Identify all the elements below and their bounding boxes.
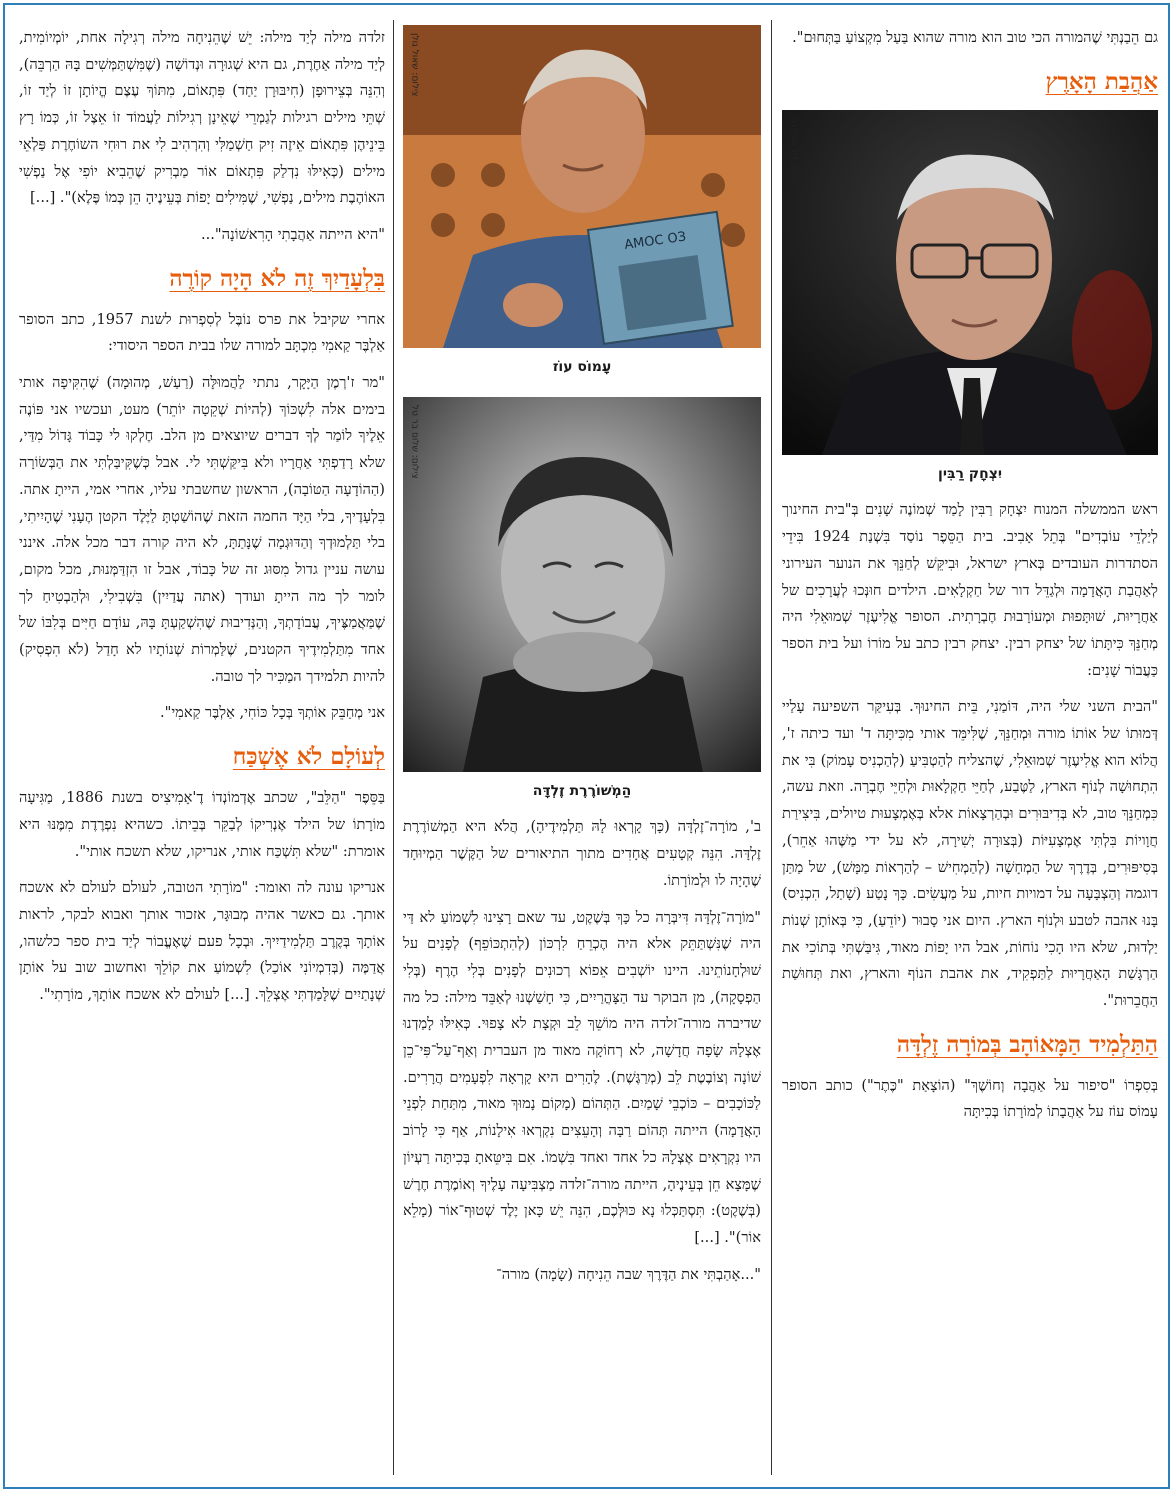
section-heading-love-of-land: אַהֲבַת הָאָרֶץ [1045,67,1158,95]
photo-credit-amos-oz: צילום: שאול גולן [409,33,420,97]
zelda-quote-continued: "...אָהַבְתִּי את הַדֶּרֶךְ שבה הֵנִיחָה (שָׂמָה) מורה־ [496,1265,761,1283]
rabin-paragraph: ראש הממשלה המנוח יִצְחָק רַבִּין לָמַד שְׁמוֹנֶה שָׁנִים בְּ"בית החינוך לְיַלְדֵי עוֹבְדִים" בְּתֵל אָבִיב. בית הַסֵּפֶר נוֹסַד בִּשְׁנַת 1924 בִּידֵי הסתדרות העובדים בְּארץ ישראל, וּבִיקֵּשׁ לְחַנֵּךְ את הנוער העירוני לְאַהֲבַת הָאֲדָמָה וּלְגַדֵּל דור של חַקְלָאִים. הילדים חוּנְּכוּ לְעֲרָכִים של אַחֲרָיוּת, שׁוּתָּפוּת וּמְעוֹרָבוּת חֶבְרָתִית. הסופר אֱלִיעֶזֶר שְׁמוּאֵלִי היה מְחַנֵּךְ כִּיתָּתוֹ של יצחק רבין. יצחק רבין כתב על מוֹרוֹ ועל בית הספר כַּעֲבוֹר שָׁנִים: [782,501,1158,679]
section-heading-never-forget: לְעוֹלָם לֹא אֶשְׁכַּח [232,743,385,771]
first-love-line: "היא הייתה אַהֲבָתִי הָרִאשׁוֹנָה"... [200,225,385,243]
right-column [782,25,1158,1136]
camus-signoff: אני מְחַבֵּק אוֹתְךָ בְּכָל כּוֹחִי, אַלְבֶּר קַאמִי". [160,704,385,722]
caption-rabin: יִצְחָק רַבִּין [938,465,1002,482]
amos-oz-intro: בְּסִפְרוֹ "סיפור על אַהֲבָה וְחוֹשֶׁךְ" (הוֹצָאַת "כֶּתֶר") כותב הסופר עָמוֹס עוֹז על אַהֲבָתוֹ לְמוֹרָתוֹ בְּכִיתָּה [782,1076,1158,1121]
camus-letter: "מר ז'רְמֶן הַיָּקָר, נתתי לַהֲמוּלָּה (רַעַשׁ, מְהוּמָה) שֶׁהִקִּיפָה אותי בימים אלה לִשְׁכּוֹךְ (לְהיוֹת שְׁקֵטָה יוֹתֵר) מעט, ועכשיו אני פּוֹנֶה אֵלֶיךָ לוֹמַר לְךָ דברים שיוצאים מן הלב. חֶלְקוּ לי כָּבוֹד גָּדוֹל מִדַּי, שלא רָדַפְתִּי אַחֲרָיו ולא בִּיקַּשְׁתִּי לי. אבל כְּשֶׁקִּיבַּלְתִּי את הַבְּשׂוֹרָה (הַהוֹדָעָה הַטּוֹבָה), הראשון שחשבתי עליו, אחרי אמי, הייתָ אתה. בִּלְעָדֶיךָ, בלי הַיָּד החמה הזאת שֶׁהוֹשַׁטְתָּ לַיֶּלֶד הקטן הֶעָנִי שֶׁהָיִיתִי, בלי תַּלְמוּדְךָ וְהַדּוּגְמָה שֶׁנָּתַתָּ, לא היה קורה דבר מכל אלה. אינני עושה עניין גדול מִסּוּג זה של כָּבוֹד, אבל זו הִזְדַּמְּנוּת, מכל מקום, לומר לך מה הייתָ ועודך (אתה עֲדַיִין) בִּשְׁבִילִי, וּלְהַבְטִיחַ לך שֶׁמַּאֲמַצֶּיךָ, עֲבוֹדָתְךָ, וְהַנְּדִיבוּת שֶׁהִשְׁקַעְתָּ בָּהּ, עוֹדָם חַיִּים בְּלִבּוֹ של אחד מִתַּלְמִידֶיךָ הקטנים, שֶׁלַּמְרוֹת שְׁנוֹתָיו לא חָדַל (לֹא הִפְסִיק) להיות תלמידך המַכִּיר לך טובה. [19,374,385,685]
column-divider-left [393,20,394,1475]
left-column [19,25,385,1019]
section-heading-student-in-love: הַתַּלְמִיד הַמָּאוֹהָב בְּמוֹרָה זֶלְדָּה [896,1030,1158,1058]
zelda-quote: "מוֹרָה־זֶלְדָּה דִּיבְּרָה כל כָּךְ בְּשֶׁקֶט, עד שאם רָצִינוּ לִשְׁמוֹעַ לא דַּי היה שֶׁנִּשְׁתַּתֵּק אלא היה הֶכְרֵחַ לִרְכּוֹן (לְהִתְכּוֹפֵף) לְפָנִים על שׁוּלְחָנוֹתֵינוּ. היינו יוֹשְׁבִים אֵפוֹא רְכוּנִים לְפָנִים בְּלִי הֶרֶף (בְּלִי הַפְסָקָה), מן הבוקר עד הַצָּהֳרַיִים, כִּי חָשַׁשְׁנוּ לְאַבֵּד מילה: כל מה שדיברה מורה־זלדה היה מוֹשֵׁךְ לֵב וּקְצָת לא צָפוּי. כְּאִילּוּ לָמַדְנוּ אֶצְלָהּ שָׂפָה חֲדָשָׁה, לא רְחוֹקָה מאוד מן העברית וְאַף־עַל־פִּי־כֵן שׁוֹנָה וְצוֹבֶטֶת לֵב (מְרַגֶּשֶׁת). לֶהָרִים היא קָרְאָה לִפְעָמִים הֲרָרִים. לַכּוֹכָבִים – כּוֹכְבֵי שָׁמַיִם. הַתְּהוֹם (מָקוֹם נָמוּךְ מאוד, מִתַּחַת לִפְנֵי הָאֲדָמָה) הייתה תְּהוֹם רַבָּה וְהָעֵצִים נִקְרְאוּ אִילָנוֹת, אַף כִּי לָרוֹב היו נִקְרָאִים אֶצְלָהּ כל אחד ואחד בִּשְׁמוֹ. אִם בִּיטֵּאתָ בְּכִיתָּה רַעְיוֹן שֶׁמָּצָא חֵן בְּעֵינֶיהָ, הייתה מורה־זלדה מַצְבִּיעָה עָלֶיךָ וְאוֹמֶרֶת חֶרֶשׁ (בְּשֶׁקֶט): תִּסְתַּכְּלוּ נָא כּוּלְּכֶם, הִנֵּה יֵשׁ כָּאן יֶלֶד שְׁטוּף־אוֹר (מָלֵא אוֹר)". [...] [403,908,761,1246]
photo-credit-rabin: צילום: דוד רובינגר [788,117,799,187]
zelda-intro: ב', מוֹרָה־זֶלְדָּה (כָּךְ קָרְאוּ לָהּ תַּלְמִידֶיהָ), הֲלֹא היא הַמְשׁוֹרֶרֶת זֶלְדָּה. הִנֵּה קְטָעִים אֲחָדִים מתוך התיאורים של הַקֶּשֶׁר הַמְיוּחָד שֶׁהָיָה לו וּלְמוֹרָתוֹ. [403,818,761,889]
photo-zelda [403,397,761,772]
photo-amos-oz [403,25,761,348]
section-heading-without-you: בִּלְעָדַיִךְ זֶה לֹא הָיָה קוֹרֶה [169,264,385,292]
zelda-portrait-image [403,397,761,772]
amos-oz-image [403,25,761,348]
column-divider-right [771,20,772,1475]
caption-zelda: הַמְשׁוֹרֶרֶת זֶלְדָּה [532,782,632,799]
magazine-page [3,3,1170,1489]
book-title: АМОС ОЗ [623,229,688,254]
rabin-portrait-image [782,110,1158,455]
caption-amos-oz: עָמוֹס עוֹז [552,359,612,375]
enrico-reply: אנריקו עונה לה ואומר: "מוֹרָתִי הטובה, לעולם לעולם לא אשכח אותך. גם כאשר אהיה מְבוּגָּר, אזכור אותך ואבוא לבקר, לראות אוֹתָךְ בְּקֶרֶב תַּלְמִידַיִיךְ. וּבְכָל פעם שֶׁאֶעֱבוֹר לְיַד בית ספר כלשהו, אֲדַמֶּה (בְּדִמְיוֹנִי אוֹכַל) לִשְׁמוֹעַ את קוֹלֵךְ ואחשוב שוב על אוֹתָן שְׁנָתַיִים שֶׁלָּמַדְתִּי אֶצְלֵךְ. [...] לעולם לא אשכח אוֹתָךְ, מוֹרָתִי". [19,879,385,1004]
heart-book-paragraph: בַּסֵּפֶר "הַלֵּב", שכתב אֶדְמוֹנְדוֹ דֶ'אָמִיצִיס בשנת 1886, מַגִּיעָה מוֹרָתוֹ של הילד אֶנְרִיקוֹ לְבַקֵּר בְּבֵיתוֹ. כשהיא נִפְרֶדֶת מִמֶּנּוּ היא אומרת: "שלא תִּשְׁכַּח אותי, אנריקו, שלא תשכח אותי". [19,789,385,860]
intro-paragraph: גם הֵבַנְתִּי שֶׁהמורה הכי טוב הוא מורה שהוא בַּעַל מִקְצוֹעַ בַּתְּחוּם". [792,29,1158,46]
photo-credit-zelda: צילום: שלום בר טל [409,404,420,479]
camus-intro: אחרי שקיבל את פרס נוֹבֶּל לְסִפְרוּת לשנת 1957, כתב הסופר אַלְבֶּר קַאמִי מִכְתָּב למורה שלו בבית הספר היסודי: [19,310,385,355]
rabin-quote: "הבית השני שלי היה, דּוֹמַנִי, בֵּית החינוּךְ. בְּעִיקַּר השפיעה עָלַיי דְּמוּתוֹ של אוֹתוֹ מורה וּמְחַנֵּךְ, שֶׁלִּימֵּד אותי מִכִּיתָּה ד' ועד כיתה ז', הֲלוֹא הוא אֱלִיעֶזֶר שְׁמוּאֵלִי, שֶׁהצליח לְהַטְבִּיעַ (לְהַכְנִיס עָמוֹק) בִּי את הִתְחוּשָׁה לְנוֹף הארץ, לַטֶּבַע, לְחַיֵּי חַקְלָאוּת וּלְחַיֵּי חֶבְרָה. וזאת עשה, כִּמְחַנֵּךְ טוב, לא בְּדִיבּוּרִים וּבְהַרְצָאוֹת אלא בְּאֶמְצָעוּת טיולים, בִּיצִירַת חֲוָויוֹת בִּלְתִּי אֶמְצָעִיּוֹת (בְּצוּרָה יְשִׁירָה, לא על ידי מַשֶּׁהוּ אַחֵר), בְּסִיפּוּרִים, בְּדֶרֶךְ של הַמְחָשָׁה (לְהַמְחִישׁ – לְהַרְאוֹת מַמָּשׁ), של מַתַּן דוגמה וְהַצְבָּעָה על דמויות חיות, על מַעֲשִׂים. כָּךְ נָטַע (שָׁתַל, הִכְנִיס) בָּנוּ אהבה לטבע וּלְנוֹף הארץ. היום אני סָבוּר (יוֹדֵעַ), כִּי בְּאוֹתָן שְׁנוֹת יַלְדוּת, שלא היו הָכִי נוֹחוֹת, אבל היו יָפוֹת מאוד, גִּיבַּשְׁתִּי בְּתוֹכִי את הַרְגָּשַׁת הָאַחֲרָיוּת לַתַּפְקִיד, את אהבת הנוֹף והארץ, ואת תְּחוּשַׁת הַחֲבֵרוּת". [782,698,1158,1010]
middle-column [403,25,761,1298]
zelda-words-paragraph: זלדה מילה לְיַד מילה: יֵשׁ שֶׁהֵנִיחָה מילה רְגִילָה אחת, יוֹמְיוֹמִית, לְיַד מילה אַחֶרֶת, גם היא שְׁגוּרָה וּנְדוֹשָׁה (שֶׁמִּשְׁתַּמְּשִׁים בָּהּ הַרְבֵּה), וְהִנֵּה בְּצֵירוּפָן (חִיבּוּרָן יַחַד) פִּתְאוֹם, מִתּוֹךְ עֶצֶם הֱיוֹתָן זוֹ לְיַד זוֹ, שְׁתֵּי מילים רגילות לְגַמְרֵי שֶׁאֵינָן רְגִילוֹת לַעֲמוֹד זוֹ אֵצֶל זוֹ, כְּמוֹ רָץ בֵּינֵיהֶן פִּתְאוֹם אֵיזֶה זִיק חַשְׁמַלִּי וְהִרְהִיב לִי את רוּחִי השוֹחֶרֶת פַּלְאֵי מילים (כְּאִילּוּ נִדְלַק פִּתְאוֹם אוֹר מַבְרִיק שֶׁהֵבִיא יוֹפִי אֶל נַפְשִׁי האוֹהֶבֶת מילים, נַפְשִׁי, שֶׁמִּילִים יָפוֹת בְּעֵינֶיהָ הֵן כְּמוֹ פֶּלֶא)". [...] [19,29,385,207]
photo-rabin [782,110,1158,455]
